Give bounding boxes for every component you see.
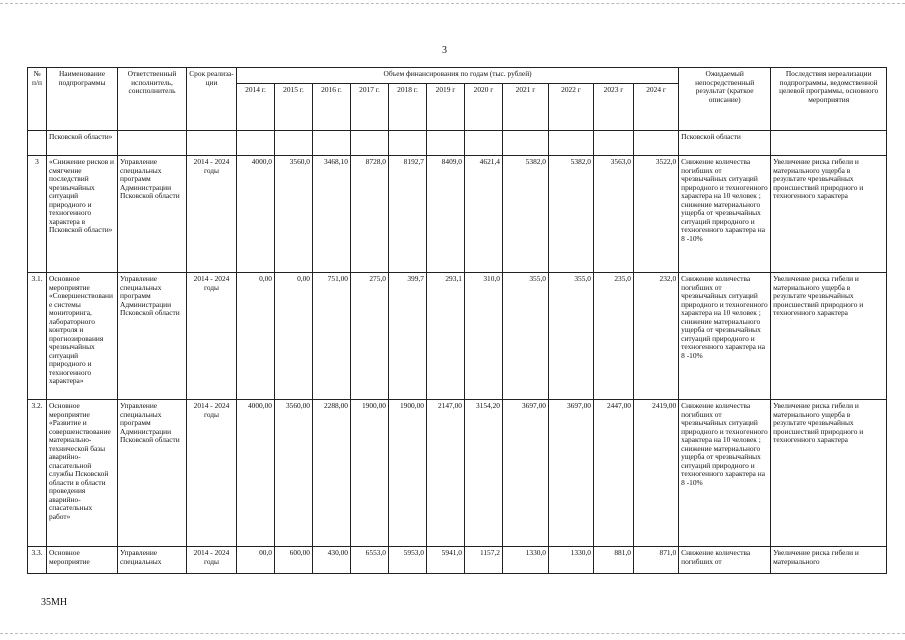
- row-number: 3.1.: [28, 273, 47, 400]
- amount-cell: 5953,0: [389, 547, 427, 574]
- amount-cell: 430,00: [313, 547, 351, 574]
- amount-cell: 293,1: [427, 273, 465, 400]
- amount-cell: 3563,0: [594, 156, 634, 273]
- continuation-name: Псковской области»: [47, 131, 118, 156]
- expected-result: Снижение количества погибших от чрезвычайных ситуаций природного и техногенного характера на 10 человек ; снижение материального ущерба от чрезвычайных ситуаций природного и техногенного характера на 8 -10%: [679, 156, 771, 273]
- amount-cell: 355,0: [549, 273, 594, 400]
- header-year: 2015 г.: [275, 84, 313, 131]
- implementation-term: 2014 - 2024 годы: [187, 156, 237, 273]
- amount-cell: 5382,0: [503, 156, 549, 273]
- amount-cell: 3560,0: [275, 156, 313, 273]
- non-implementation-consequences: Увеличение риска гибели и материального ущерба в результате чрезвычайных происшествий природного и техногенного характера: [771, 400, 887, 547]
- amount-cell: 4000,00: [237, 400, 275, 547]
- header-num: № п/п: [28, 68, 47, 131]
- amount-cell: 3697,00: [549, 400, 594, 547]
- responsible-executor: Управление специальных: [118, 547, 187, 574]
- amount-cell: 3560,00: [275, 400, 313, 547]
- amount-cell: 1330,0: [549, 547, 594, 574]
- amount-cell: 2447,00: [594, 400, 634, 547]
- amount-cell: 310,0: [465, 273, 503, 400]
- responsible-executor: Управление специальных программ Администрации Псковской области: [118, 400, 187, 547]
- footer-document-code: 35МН: [41, 597, 68, 608]
- subprogram-name: Основное мероприятие «Развитие и совершенствование материально-технической базы аварийно-спасательной службы Псковской области в области проведения аварийно-спасательных работ»: [47, 400, 118, 547]
- header-year: 2017 г.: [351, 84, 389, 131]
- row-number: 3.2.: [28, 400, 47, 547]
- responsible-executor: Управление специальных программ Администрации Псковской области: [118, 273, 187, 400]
- header-year: 2016 г.: [313, 84, 351, 131]
- amount-cell: 8192,7: [389, 156, 427, 273]
- row-number: 3.3.: [28, 547, 47, 574]
- amount-cell: 871,0: [634, 547, 679, 574]
- amount-cell: 8728,0: [351, 156, 389, 273]
- amount-cell: 1900,00: [389, 400, 427, 547]
- header-year: 2024 г: [634, 84, 679, 131]
- amount-cell: 8409,0: [427, 156, 465, 273]
- header-year: 2020 г: [465, 84, 503, 131]
- header-year: 2014 г.: [237, 84, 275, 131]
- amount-cell: 1330,0: [503, 547, 549, 574]
- amount-cell: 751,00: [313, 273, 351, 400]
- header-result: Ожидаемый непосредственный результат (краткое описание): [679, 68, 771, 131]
- amount-cell: 399,7: [389, 273, 427, 400]
- amount-cell: 6553,0: [351, 547, 389, 574]
- implementation-term: 2014 - 2024 годы: [187, 400, 237, 547]
- amount-cell: 0,00: [237, 273, 275, 400]
- non-implementation-consequences: Увеличение риска гибели и материального: [771, 547, 887, 574]
- amount-cell: 2147,00: [427, 400, 465, 547]
- non-implementation-consequences: Увеличение риска гибели и материального ущерба в результате чрезвычайных происшествий природного и техногенного характера: [771, 273, 887, 400]
- expected-result: Снижение количества погибших от: [679, 547, 771, 574]
- table-row: [28, 156, 887, 273]
- amount-cell: 4000,0: [237, 156, 275, 273]
- table-row: [28, 273, 887, 400]
- header-year: 2023 г: [594, 84, 634, 131]
- amount-cell: 3154,20: [465, 400, 503, 547]
- header-term: Срок реализа-ции: [187, 68, 237, 131]
- amount-cell: 600,00: [275, 547, 313, 574]
- continuation-result: Псковской области: [679, 131, 771, 156]
- page-number: 3: [442, 45, 447, 56]
- top-scan-edge: [0, 3, 905, 4]
- table-row-continuation: [28, 131, 887, 156]
- row-number: 3: [28, 156, 47, 273]
- responsible-executor: Управление специальных программ Администрации Псковской области: [118, 156, 187, 273]
- amount-cell: 275,0: [351, 273, 389, 400]
- subprogram-name: Основное мероприятие: [47, 547, 118, 574]
- amount-cell: 0,00: [275, 273, 313, 400]
- amount-cell: 3522,0: [634, 156, 679, 273]
- amount-cell: 3468,10: [313, 156, 351, 273]
- non-implementation-consequences: Увеличение риска гибели и материального ущерба в результате чрезвычайных происшествий природного и техногенного характера: [771, 156, 887, 273]
- expected-result: Снижение количества погибших от чрезвычайных ситуаций природного и техногенного характера на 10 человек ; снижение материального ущерба от чрезвычайных ситуаций природного и техногенного характера на 8 -10%: [679, 273, 771, 400]
- amount-cell: 1900,00: [351, 400, 389, 547]
- header-financing: Объем финансирования по годам (тыс. рублей): [237, 68, 679, 84]
- amount-cell: 355,0: [503, 273, 549, 400]
- amount-cell: 2288,00: [313, 400, 351, 547]
- subprogram-name: Основное мероприятие «Совершенствование системы мониторинга, лабораторного контроля и прогнозирования чрезвычайных ситуаций природного и техногенного характера»: [47, 273, 118, 400]
- implementation-term: 2014 - 2024 годы: [187, 273, 237, 400]
- amount-cell: 235,0: [594, 273, 634, 400]
- header-consequences: Последствия нереализации подпрограммы, ведомственной целевой программы, основного мероприятия: [771, 68, 887, 131]
- program-table: [27, 67, 887, 574]
- header-year: 2021 г: [503, 84, 549, 131]
- amount-cell: 5941,0: [427, 547, 465, 574]
- header-year: 2022 г: [549, 84, 594, 131]
- amount-cell: 232,0: [634, 273, 679, 400]
- implementation-term: 2014 - 2024 годы: [187, 547, 237, 574]
- expected-result: Снижение количества погибших от чрезвычайных ситуаций природного и техногенного характера на 10 человек ; снижение материального ущерба от чрезвычайных ситуаций природного и техногенного характера на 8 -10%: [679, 400, 771, 547]
- amount-cell: 881,0: [594, 547, 634, 574]
- header-year: 2018 г.: [389, 84, 427, 131]
- header-responsible: Ответственный исполнитель, соисполнитель: [118, 68, 187, 131]
- subprogram-name: «Снижение рисков и смягчение последствий чрезвычайных ситуаций природного и техногенного характера в Псковской области»: [47, 156, 118, 273]
- amount-cell: 00,0: [237, 547, 275, 574]
- header-name: Наименование подпрограммы: [47, 68, 118, 131]
- header-year: 2019 г: [427, 84, 465, 131]
- amount-cell: 2419,00: [634, 400, 679, 547]
- amount-cell: 1157,2: [465, 547, 503, 574]
- table-row: [28, 400, 887, 547]
- bottom-scan-edge: [0, 633, 905, 634]
- table-row: [28, 547, 887, 574]
- amount-cell: 3697,00: [503, 400, 549, 547]
- amount-cell: 5382,0: [549, 156, 594, 273]
- amount-cell: 4621,4: [465, 156, 503, 273]
